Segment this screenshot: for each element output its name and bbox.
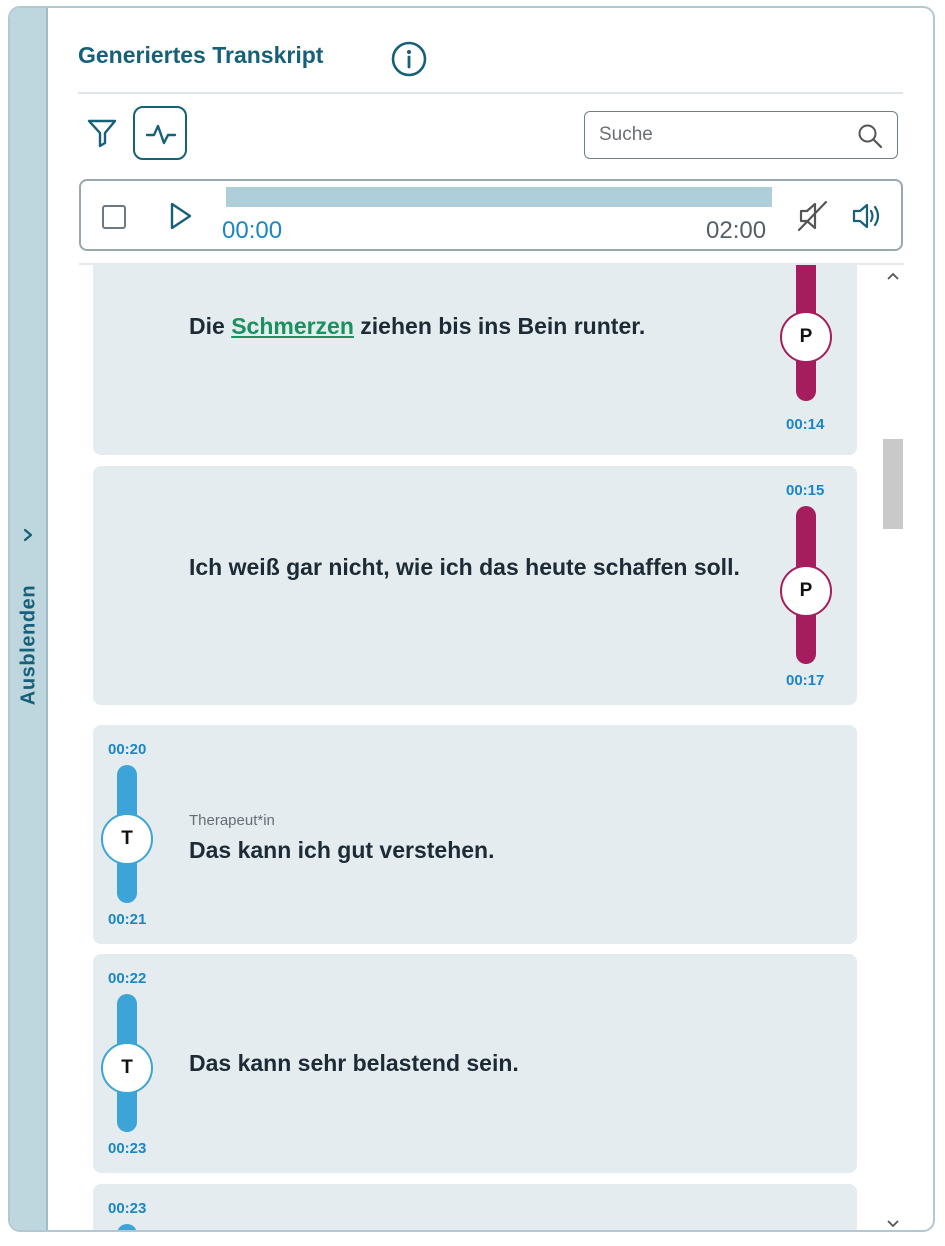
header-divider xyxy=(78,92,903,94)
start-timestamp: 00:22 xyxy=(108,970,147,987)
speaker-avatar[interactable]: P xyxy=(780,565,832,617)
volume-icon[interactable] xyxy=(851,201,883,231)
transcript-entry[interactable] xyxy=(93,263,857,455)
speaker-avatar[interactable]: T xyxy=(101,1042,153,1094)
start-timestamp: 00:20 xyxy=(108,741,147,758)
total-time: 02:00 xyxy=(706,217,767,244)
end-timestamp: 00:21 xyxy=(108,911,147,928)
end-timestamp: 00:23 xyxy=(108,1140,147,1157)
speaker-avatar[interactable]: T xyxy=(101,813,153,865)
activity-view-button[interactable] xyxy=(133,106,187,160)
chevron-right-icon xyxy=(21,528,35,542)
end-timestamp: 00:17 xyxy=(786,672,825,689)
transcript-entry[interactable] xyxy=(93,1184,857,1232)
checkbox-icon[interactable] xyxy=(102,205,126,229)
hide-panel-label: Ausblenden xyxy=(17,584,40,706)
transcript-entry[interactable] xyxy=(93,466,857,705)
playback-progress[interactable] xyxy=(226,187,772,207)
speaker-track xyxy=(117,1224,137,1232)
transcript-panel xyxy=(8,6,935,1232)
current-time: 00:00 xyxy=(222,217,283,244)
audio-player xyxy=(79,179,903,251)
filter-button[interactable] xyxy=(86,118,120,152)
speaker-label: Therapeut*in xyxy=(189,812,275,829)
utterance-text: Ich weiß gar nicht, wie ich das heute schaffen soll. xyxy=(189,554,740,580)
pulse-icon xyxy=(145,118,177,150)
speaker-avatar[interactable]: P xyxy=(780,311,832,363)
utterance-text: Das kann sehr belastend sein. xyxy=(189,1050,519,1076)
start-timestamp: 00:15 xyxy=(786,482,825,499)
search-field[interactable] xyxy=(584,111,898,159)
keyword-link[interactable]: Schmerzen xyxy=(231,313,354,339)
filter-icon xyxy=(86,118,120,148)
info-button[interactable] xyxy=(390,40,428,78)
page-title: Generiertes Transkript xyxy=(78,42,324,68)
end-timestamp: 00:14 xyxy=(786,416,825,433)
chevron-down-icon[interactable] xyxy=(887,1219,899,1229)
chevron-up-icon[interactable] xyxy=(887,271,899,281)
start-timestamp: 00:23 xyxy=(108,1200,147,1217)
play-icon[interactable] xyxy=(169,201,193,231)
utterance-text: Das kann ich gut verstehen. xyxy=(189,837,495,863)
search-input[interactable] xyxy=(599,120,849,150)
mute-icon[interactable] xyxy=(797,199,829,233)
transcript-entry[interactable] xyxy=(93,954,857,1173)
info-icon xyxy=(390,40,428,78)
search-icon xyxy=(857,123,883,149)
transcript-list[interactable] xyxy=(79,263,904,1232)
utterance-text: Die Schmerzen ziehen bis ins Bein runter. xyxy=(189,313,646,339)
hide-panel-tab[interactable] xyxy=(10,8,48,1230)
scrollbar-thumb[interactable] xyxy=(883,439,903,529)
transcript-entry[interactable] xyxy=(93,725,857,944)
panel-content xyxy=(48,8,933,1230)
scrollbar[interactable] xyxy=(881,265,905,1232)
